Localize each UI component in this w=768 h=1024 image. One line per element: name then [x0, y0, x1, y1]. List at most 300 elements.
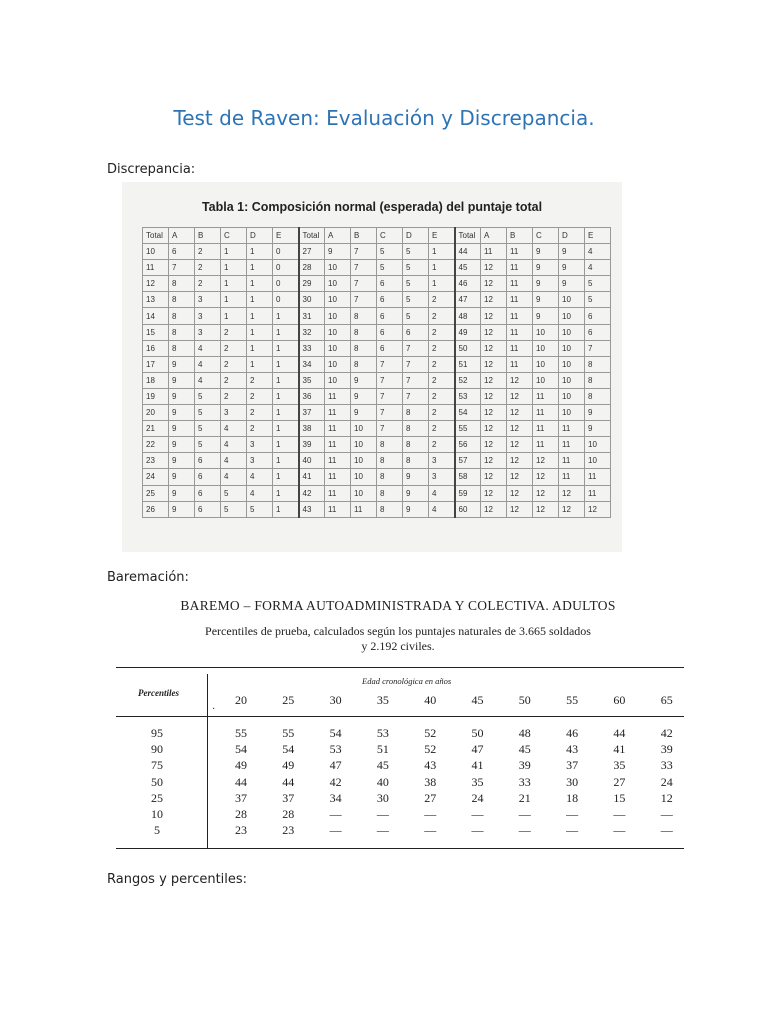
table1-cell: 2	[195, 276, 221, 292]
table1-cell: 10	[533, 372, 559, 388]
table1-cell: 30	[299, 292, 325, 308]
table1-cell: 8	[403, 453, 429, 469]
table1-cell: 3	[195, 324, 221, 340]
table1-cell: 11	[325, 469, 351, 485]
baremo-cell: 43	[566, 742, 579, 757]
table1-cell: 10	[533, 324, 559, 340]
table1-cell: 2	[221, 340, 247, 356]
table1-cell: 1	[273, 388, 299, 404]
table1-cell: 1	[247, 244, 273, 260]
table1-cell: 44	[455, 244, 481, 260]
table1-cell: 9	[351, 405, 377, 421]
table1-cell: 1	[273, 340, 299, 356]
table1-cell: 7	[351, 244, 377, 260]
table1-cell: 4	[429, 501, 455, 517]
table1-cell: 7	[585, 340, 611, 356]
table1-row	[143, 469, 611, 485]
table1-cell: 12	[481, 501, 507, 517]
table1-header-cell: C	[533, 228, 559, 244]
table1-row	[143, 324, 611, 340]
table1-cell: 11	[559, 453, 585, 469]
baremo-cell: 38	[424, 774, 437, 789]
table1-cell: 12	[481, 469, 507, 485]
baremo-subtitle	[112, 624, 684, 654]
table1-cell: 5	[195, 437, 221, 453]
table1-cell: 10	[559, 340, 585, 356]
baremo-cell: 28	[282, 807, 295, 821]
baremo-age-header: 20	[235, 693, 247, 707]
table1-cell: 11	[325, 501, 351, 517]
table1-cell: 11	[533, 405, 559, 421]
table1-cell: 1	[221, 308, 247, 324]
baremo-cell: 30	[566, 774, 579, 789]
table1-cell: 6	[403, 324, 429, 340]
table1-cell: 5	[403, 276, 429, 292]
table1-cell: 12	[481, 437, 507, 453]
table1-cell: 7	[169, 260, 195, 276]
table1-cell: 25	[143, 485, 169, 501]
table1-cell: 9	[559, 260, 585, 276]
table1-cell: 2	[247, 405, 273, 421]
table1-cell: 2	[247, 388, 273, 404]
baremo-age-header: 45	[471, 693, 484, 707]
table1-cell: 6	[377, 324, 403, 340]
table1-header-cell: Total	[299, 228, 325, 244]
table1-cell: 10	[351, 437, 377, 453]
table1-cell: 49	[455, 324, 481, 340]
table1-cell: 12	[507, 405, 533, 421]
table1-cell: 2	[195, 260, 221, 276]
table1-cell: 10	[325, 340, 351, 356]
table1-cell: 35	[299, 372, 325, 388]
table1-cell: 9	[169, 405, 195, 421]
table1-cell: 11	[481, 244, 507, 260]
table1-cell: 5	[585, 292, 611, 308]
table1-cell: 9	[533, 276, 559, 292]
table1-cell: 7	[377, 356, 403, 372]
baremo-percentile-label: 25	[151, 790, 163, 805]
baremo-cell: 40	[376, 774, 389, 789]
baremo-cell: 24	[660, 774, 673, 789]
table1-cell: 12	[507, 421, 533, 437]
baremo-cell: —	[660, 807, 673, 821]
table1-cell: 12	[559, 485, 585, 501]
table1-cell: 11	[559, 469, 585, 485]
document-title: Test de Raven: Evaluación y Discrepancia.	[173, 106, 595, 130]
table1-cell: 5	[221, 485, 247, 501]
baremo-cell: 37	[282, 790, 295, 805]
table1-cell: 6	[195, 501, 221, 517]
table1-header-cell: D	[247, 228, 273, 244]
table1-cell: 12	[481, 453, 507, 469]
table1-cell: 23	[143, 453, 169, 469]
table1-cell: 5	[221, 501, 247, 517]
table1-cell: 10	[351, 485, 377, 501]
table1-cell: 10	[325, 372, 351, 388]
table1-cell: 9	[559, 276, 585, 292]
baremo-cell: 39	[660, 742, 673, 757]
table1-cell: 10	[559, 388, 585, 404]
table1	[142, 227, 611, 518]
baremo-cell: 34	[329, 790, 342, 805]
table1-cell: 8	[169, 324, 195, 340]
table1-cell: 16	[143, 340, 169, 356]
baremo-cell: 49	[282, 758, 295, 773]
table1-cell: 11	[559, 437, 585, 453]
table1-cell: 12	[507, 388, 533, 404]
baremo-cell: 54	[329, 726, 342, 740]
table1-cell: 2	[429, 421, 455, 437]
table1-cell: 7	[377, 372, 403, 388]
baremo-scan	[112, 596, 684, 850]
table1-cell: 14	[143, 308, 169, 324]
table1-row	[143, 244, 611, 260]
table1-cell: 4	[429, 485, 455, 501]
table1-cell: 2	[429, 356, 455, 372]
table1-cell: 2	[221, 388, 247, 404]
baremo-cell: 41	[471, 758, 484, 773]
table1-cell: 2	[221, 372, 247, 388]
table1-cell: 1	[273, 405, 299, 421]
baremo-percentile-label: 5	[154, 823, 160, 838]
baremo-age-header: 30	[329, 693, 342, 707]
baremo-age-header: 50	[518, 693, 531, 707]
table1-cell: 12	[481, 372, 507, 388]
table1-header-cell: Total	[143, 228, 169, 244]
baremo-age-header: 25	[282, 693, 295, 707]
table1-cell: 8	[351, 308, 377, 324]
table1-header-cell: A	[481, 228, 507, 244]
baremo-cell: —	[566, 807, 579, 821]
baremo-cell: 45	[518, 742, 531, 757]
table1-cell: 1	[273, 485, 299, 501]
table1-cell: 8	[377, 453, 403, 469]
table1-cell: 12	[533, 501, 559, 517]
table1-cell: 11	[533, 421, 559, 437]
table1-cell: 9	[533, 308, 559, 324]
table1-cell: 6	[377, 292, 403, 308]
table1-cell: 8	[351, 356, 377, 372]
table1-cell: 10	[559, 324, 585, 340]
table1-cell: 33	[299, 340, 325, 356]
table1-cell: 1	[221, 244, 247, 260]
table1-cell: 8	[585, 372, 611, 388]
table1-cell: 12	[481, 356, 507, 372]
baremo-cell: —	[329, 823, 342, 838]
table1-header-cell: C	[377, 228, 403, 244]
table1-cell: 2	[429, 324, 455, 340]
table1-cell: 11	[533, 388, 559, 404]
table1-cell: 12	[585, 501, 611, 517]
table1-cell: 6	[377, 308, 403, 324]
table1-cell: 9	[169, 356, 195, 372]
table1-cell: 10	[325, 276, 351, 292]
table1-cell: 1	[273, 437, 299, 453]
baremo-cell: 18	[566, 790, 579, 805]
table1-cell: 8	[377, 437, 403, 453]
table1-cell: 6	[195, 469, 221, 485]
baremo-age-header: 40	[424, 693, 437, 707]
table1-cell: 2	[195, 244, 221, 260]
table1-cell: 10	[533, 356, 559, 372]
baremo-cell: 55	[235, 726, 247, 740]
baremo-cell: —	[329, 807, 342, 821]
table1-cell: 11	[143, 260, 169, 276]
table1-cell: 8	[585, 388, 611, 404]
table1-cell: 9	[351, 372, 377, 388]
table1-cell: 12	[507, 469, 533, 485]
table1-cell: 1	[247, 324, 273, 340]
table1-cell: 3	[429, 453, 455, 469]
table1-cell: 1	[273, 324, 299, 340]
table1-cell: 24	[143, 469, 169, 485]
table1-cell: 1	[247, 260, 273, 276]
table1-header-cell: B	[351, 228, 377, 244]
table1-cell: 11	[325, 453, 351, 469]
baremo-percentile-label: 50	[151, 774, 163, 789]
table1-cell: 10	[325, 324, 351, 340]
table1-cell: 1	[273, 501, 299, 517]
table1-cell: 9	[533, 260, 559, 276]
table1-cell: 59	[455, 485, 481, 501]
table1-cell: 8	[351, 340, 377, 356]
table1-header-cell: D	[559, 228, 585, 244]
table1-cell: 12	[507, 485, 533, 501]
table1-cell: 12	[481, 421, 507, 437]
baremo-cell: 35	[613, 758, 626, 773]
table1-cell: 6	[585, 308, 611, 324]
table1-cell: 56	[455, 437, 481, 453]
baremo-cell: —	[613, 807, 626, 821]
baremo-cell: —	[376, 807, 389, 821]
table1-cell: 10	[559, 308, 585, 324]
baremo-subtitle-line1: Percentiles de prueba, calculados según los puntajes naturales de 3.665 soldados	[205, 624, 591, 638]
table1-cell: 8	[403, 421, 429, 437]
baremo-percentile-label: 90	[151, 742, 163, 757]
table1-cell: 7	[403, 372, 429, 388]
table1-cell: 1	[429, 276, 455, 292]
table1-cell: 5	[585, 276, 611, 292]
table1-cell: 15	[143, 324, 169, 340]
table1-cell: 9	[169, 421, 195, 437]
table1-cell: 19	[143, 388, 169, 404]
table1-cell: 42	[299, 485, 325, 501]
baremo-cell: —	[471, 807, 484, 821]
table1-cell: 9	[169, 453, 195, 469]
table1-cell: 3	[195, 292, 221, 308]
table1-cell: 46	[455, 276, 481, 292]
table1-row	[143, 453, 611, 469]
table1-cell: 27	[299, 244, 325, 260]
table1-cell: 11	[325, 485, 351, 501]
table1-cell: 0	[273, 244, 299, 260]
baremo-cell: 54	[282, 742, 295, 757]
table1-cell: 37	[299, 405, 325, 421]
baremo-cell: 44	[235, 774, 247, 789]
table1-cell: 2	[429, 292, 455, 308]
table1-header-cell: B	[507, 228, 533, 244]
table1-cell: 34	[299, 356, 325, 372]
baremo-cell: 41	[613, 742, 626, 757]
baremo-cell: —	[424, 807, 437, 821]
table1-cell: 9	[585, 405, 611, 421]
table1-title: Tabla 1: Composición normal (esperada) del puntaje total	[201, 200, 543, 214]
table1-cell: 58	[455, 469, 481, 485]
table1-row	[143, 405, 611, 421]
table1-cell: 12	[507, 453, 533, 469]
table1-cell: 9	[351, 388, 377, 404]
table1-cell: 9	[533, 292, 559, 308]
table1-cell: 8	[169, 340, 195, 356]
baremo-subtitle-line2: y 2.192 civiles.	[361, 639, 435, 653]
table1-row	[143, 421, 611, 437]
table1-cell: 5	[195, 388, 221, 404]
table1-cell: 18	[143, 372, 169, 388]
baremo-cell: 55	[282, 726, 295, 740]
baremo-cell: 23	[235, 823, 247, 838]
table1-cell: 41	[299, 469, 325, 485]
table1-cell: 12	[507, 501, 533, 517]
table1-cell: 8	[169, 276, 195, 292]
table1-cell: 1	[273, 421, 299, 437]
table1-cell: 1	[247, 292, 273, 308]
table1-cell: 10	[585, 437, 611, 453]
table1-cell: 10	[325, 292, 351, 308]
table1-cell: 12	[481, 324, 507, 340]
table1-row	[143, 388, 611, 404]
table1-cell: 12	[481, 276, 507, 292]
table1-cell: 5	[377, 244, 403, 260]
table1-cell: 12	[481, 260, 507, 276]
table1-cell: 2	[221, 324, 247, 340]
table1-cell: 4	[195, 340, 221, 356]
table1-cell: 1	[273, 372, 299, 388]
table1-cell: 11	[507, 340, 533, 356]
table1-cell: 9	[169, 501, 195, 517]
baremo-cell: 48	[518, 726, 531, 740]
section-label-discrepancia: Discrepancia:	[107, 162, 196, 177]
table1-cell: 11	[507, 292, 533, 308]
table1-cell: 38	[299, 421, 325, 437]
table1-cell: 12	[143, 276, 169, 292]
table1-cell: 7	[403, 356, 429, 372]
table1-cell: 12	[481, 292, 507, 308]
baremo-cell: —	[566, 823, 579, 838]
table1-cell: 8	[169, 292, 195, 308]
baremo-cell: 21	[518, 790, 531, 805]
table1-cell: 9	[533, 244, 559, 260]
table1-cell: 11	[507, 276, 533, 292]
baremo-age-header: 65	[660, 693, 673, 707]
table1-cell: 8	[377, 501, 403, 517]
table1-cell: 7	[377, 405, 403, 421]
section-label-baremacion: Baremación:	[107, 570, 189, 585]
baremo-cell: —	[471, 823, 484, 838]
table1-cell: 2	[247, 421, 273, 437]
baremo-cell: —	[518, 807, 531, 821]
baremo-cell: —	[424, 823, 437, 838]
table1-cell: 3	[195, 308, 221, 324]
baremo-column-divider	[207, 674, 208, 848]
baremo-age-caption: Edad cronológica en años	[362, 676, 452, 686]
table1-cell: 12	[481, 388, 507, 404]
table1-cell: 12	[507, 372, 533, 388]
table1-cell: 0	[273, 276, 299, 292]
table1-header-cell: A	[325, 228, 351, 244]
section-label-rangos: Rangos y percentiles:	[107, 872, 248, 887]
table1-cell: 5	[403, 260, 429, 276]
table1-header-cell: E	[429, 228, 455, 244]
table1-cell: 1	[221, 292, 247, 308]
table1-cell: 11	[533, 437, 559, 453]
table1-cell: 10	[325, 260, 351, 276]
baremo-cell: 24	[471, 790, 484, 805]
table1-cell: 0	[273, 292, 299, 308]
table1-cell: 3	[429, 469, 455, 485]
table1-cell: 50	[455, 340, 481, 356]
table1-cell: 5	[247, 501, 273, 517]
baremo-cell: 53	[376, 726, 389, 740]
table1-cell: 1	[429, 260, 455, 276]
table1-cell: 11	[585, 485, 611, 501]
table1-cell: 0	[273, 260, 299, 276]
table1-cell: 13	[143, 292, 169, 308]
baremo-cell: 30	[376, 790, 389, 805]
table1-cell: 12	[533, 485, 559, 501]
table1-header-row	[143, 228, 611, 244]
table1-cell: 53	[455, 388, 481, 404]
table1-cell: 1	[247, 356, 273, 372]
table1-cell: 5	[403, 292, 429, 308]
table1-cell: 32	[299, 324, 325, 340]
table1-cell: 12	[559, 501, 585, 517]
table1-cell: 10	[351, 453, 377, 469]
table1-cell: 47	[455, 292, 481, 308]
baremo-cell: 53	[329, 742, 342, 757]
table1-row	[143, 292, 611, 308]
baremo-cell: 47	[329, 758, 342, 773]
table1-cell: 45	[455, 260, 481, 276]
table1-row	[143, 308, 611, 324]
table1-cell: 6	[195, 453, 221, 469]
table1-cell: 7	[403, 340, 429, 356]
baremo-cell: —	[660, 823, 673, 838]
table1-cell: 10	[143, 244, 169, 260]
table1-cell: 1	[221, 260, 247, 276]
baremo-cell: 37	[566, 758, 579, 773]
table1-cell: 2	[429, 340, 455, 356]
table1-cell: 5	[195, 405, 221, 421]
table1-cell: 9	[585, 421, 611, 437]
table1-cell: 57	[455, 453, 481, 469]
table1-cell: 5	[377, 260, 403, 276]
table1-cell: 31	[299, 308, 325, 324]
table1-cell: 11	[507, 244, 533, 260]
table1-cell: 8	[351, 324, 377, 340]
table1-cell: 6	[377, 340, 403, 356]
table1-cell: 9	[403, 501, 429, 517]
table1-cell: 52	[455, 372, 481, 388]
table1-cell: 9	[169, 437, 195, 453]
table1-cell: 39	[299, 437, 325, 453]
table1-cell: 12	[481, 340, 507, 356]
table1-cell: 54	[455, 405, 481, 421]
table1-row	[143, 372, 611, 388]
table1-cell: 11	[507, 356, 533, 372]
table1-header-cell: E	[585, 228, 611, 244]
table1-cell: 11	[325, 421, 351, 437]
table1-cell: 40	[299, 453, 325, 469]
